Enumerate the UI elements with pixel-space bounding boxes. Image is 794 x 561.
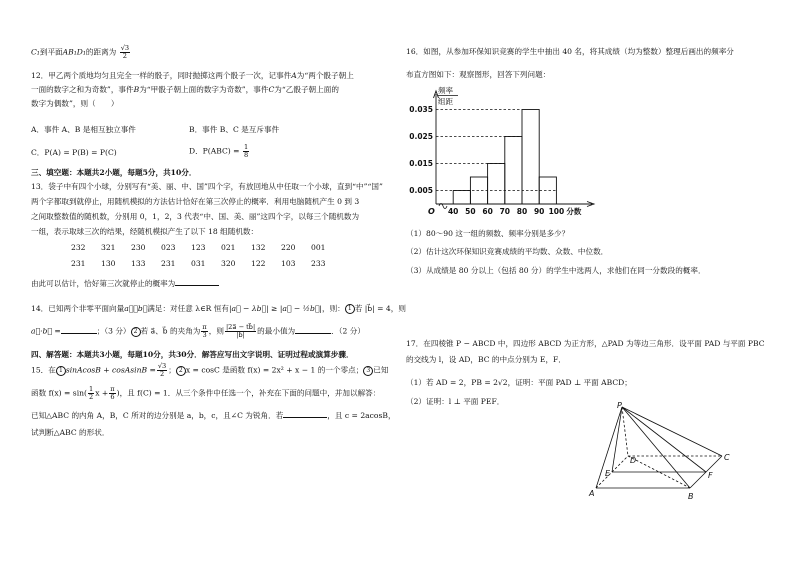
circled-number: 3 bbox=[363, 366, 373, 376]
answer-blank[interactable] bbox=[61, 325, 97, 334]
fraction: $\frac{|2a⃗ - tb⃗|}{|b⃗|}$ bbox=[225, 323, 256, 339]
histogram-bar bbox=[505, 137, 522, 205]
q15-line1: 15．在 1 sinAcosB + cosAsinB = $\frac{√3}{2}$ ； 2 x = cosC 是函数 f(x) = 2x² + x − 1 的一个零点； 3 已知 bbox=[31, 362, 389, 378]
q13-line3: 之间取整数值的随机数，分别用 0，1，2，3 代表“中、国、美、丽”这四个字，以每三个随机数为 bbox=[31, 212, 360, 221]
histogram-bar bbox=[453, 191, 470, 205]
section-4-heading: 四、解答题：本题共3小题，每题10分，共30分．解答应写出文字说明、证明过程或演算步骤． bbox=[31, 350, 354, 359]
q12-line1: 12．甲乙两个质地均匀且完全一样的骰子，同时抛掷这两个骰子一次，记事件A为“两个骰子朝上 bbox=[31, 71, 354, 80]
q12-line2: 一面的数字之和为奇数”，事件B为“甲骰子朝上面的数字为奇数”，事件C为“乙骰子朝上面的 bbox=[31, 85, 339, 94]
q16-line2: 布直方图如下：观察图形，回答下列问题： bbox=[406, 70, 551, 79]
x-tick-label: 90 bbox=[533, 207, 545, 216]
fraction: $\frac{1}{8}$ bbox=[243, 143, 249, 159]
y-tick-label: 0.015 bbox=[409, 159, 433, 168]
q13-line5: 由此可以估计，恰好第三次就停止的概率为 bbox=[31, 277, 219, 289]
q13-line4: 一组，表示取球三次的结果，经随机模拟产生了以下 18 组随机数： bbox=[31, 227, 259, 236]
q12-option-b: B．事件 B、C 是互斥事件 bbox=[189, 125, 280, 134]
edge-pd-hidden bbox=[622, 407, 628, 456]
answer-blank[interactable] bbox=[175, 277, 219, 286]
fraction: $\frac{√3}{2}$ bbox=[157, 362, 167, 378]
edge-pe bbox=[612, 407, 622, 472]
q12-option-d: D．P(ABC) = $\frac{1}{8}$ bbox=[189, 143, 249, 159]
label-c: C bbox=[724, 453, 730, 462]
origin-label: O bbox=[428, 207, 435, 216]
q16-line1: 16．如图，从参加环保知识竞赛的学生中抽出 40 名，将其成绩（均为整数）整理后画出的频率分 bbox=[406, 47, 734, 56]
y-tick-label: 0.035 bbox=[409, 105, 433, 114]
label-a: A bbox=[589, 489, 595, 498]
random-numbers-row-2: 231 130 133 231 031 320 122 103 233 bbox=[71, 259, 326, 268]
y-axis-label-top: 频率 bbox=[438, 86, 453, 95]
section-3-heading: 三、填空题：本题共2小题，每题5分，共10分． bbox=[31, 168, 197, 177]
q16-part1: （1）80～90 这一组的频数、频率分别是多少？ bbox=[406, 229, 570, 238]
label-f: F bbox=[708, 471, 713, 480]
x-tick-label: 40 bbox=[447, 207, 459, 216]
answer-blank[interactable] bbox=[283, 409, 327, 418]
histogram-marks bbox=[409, 86, 594, 216]
random-numbers-row-1: 232 321 230 023 123 021 132 220 001 bbox=[71, 243, 326, 252]
x-tick-label: 80 bbox=[516, 207, 528, 216]
x-axis-label: 分数 bbox=[566, 207, 582, 216]
q12-option-a: A．事件 A、B 是相互独立事件 bbox=[31, 125, 136, 134]
answer-blank[interactable] bbox=[295, 325, 331, 334]
circled-number: 1 bbox=[345, 304, 355, 314]
edge-pc bbox=[622, 407, 722, 456]
x-tick-label: 100 bbox=[548, 207, 565, 216]
q14-line1: 14．已知两个非零平面向量a⃗，b⃗满足：对任意 λ∈R 恒有|a⃗ − λb⃗| ≥ |a⃗ − ½b⃗|，则： 1 若 |b⃗| = 4，则 bbox=[31, 304, 406, 313]
q12-line3: 数字为偶数”，则（ ） bbox=[31, 99, 119, 108]
fraction: $\frac{1}{2}$ bbox=[89, 385, 94, 401]
histogram-bar bbox=[488, 164, 505, 205]
circled-number: 1 bbox=[56, 366, 66, 376]
q17-part2: （2）证明：l ⊥ 平面 PEF． bbox=[406, 397, 505, 406]
pyramid-diagram bbox=[586, 400, 746, 504]
q17-line2: 的交线为 l，设 AD，BC 的中点分别为 E，F． bbox=[406, 355, 566, 364]
circled-number: 2 bbox=[176, 366, 186, 376]
fraction: $\frac{√3}{2}$ bbox=[120, 44, 130, 60]
histogram-bar bbox=[522, 110, 539, 205]
y-axis-label-bottom: 组距 bbox=[438, 97, 453, 106]
q17-part1: （1）若 AD = 2，PB = 2√2，证明：平面 PAD ⊥ 平面 ABCD； bbox=[406, 378, 632, 387]
q13-line1: 13．袋子中有四个小球，分别写有“美、丽、中、国”四个字，有放回地从中任取一个小球，直到“中”“国” bbox=[31, 182, 383, 191]
q15-line3: 已知△ABC 的内角 A，B，C 所对的边分别是 a，b，c，且∠C 为锐角．若 ，且 c = 2acosB， bbox=[31, 411, 396, 420]
x-tick-label: 50 bbox=[465, 207, 476, 216]
fraction: $\frac{\pi}{3}$ bbox=[202, 323, 207, 339]
circled-number: 2 bbox=[131, 327, 141, 337]
q15-line2: 函数 f(x) = sin( $\frac{1}{2}$ x + $\frac{\pi}{6}$ )，且 f(C) = 1．从三个条件中任选一个，补充在下面的问题中，并加以解答： bbox=[31, 385, 381, 401]
q16-part3: （3）从成绩是 80 分以上（包括 80 分）的学生中选两人，求他们在同一分数段的概率． bbox=[406, 266, 706, 275]
x-tick-label: 70 bbox=[499, 207, 511, 216]
x-tick-label: 60 bbox=[482, 207, 493, 216]
q12-option-c: C．P(A) = P(B) = P(C) bbox=[31, 148, 117, 157]
y-tick-label: 0.005 bbox=[409, 186, 433, 195]
q15-line4: 试判断△ABC 的形状． bbox=[31, 428, 110, 437]
label-d: D bbox=[630, 456, 637, 465]
q11-tail: C₁到平面AB₁D₁的距离为 $\frac{√3}{2}$ bbox=[31, 44, 130, 60]
q13-line2: 两个字都取到就停止，用随机模拟的方法估计恰好在第三次停止的概率．利用电脑随机产生 0 到 3 bbox=[31, 197, 360, 206]
label-b: B bbox=[688, 492, 694, 501]
edge-pb bbox=[622, 407, 690, 488]
q17-line1: 17．在四棱锥 P − ABCD 中，四边形 ABCD 为正方形，△PAD 为等边三角形．设平面 PAD 与平面 PBC bbox=[406, 339, 765, 348]
q14-line2: a⃗·b⃗ = ；（3 分） 2 若 a⃗、b⃗ 的夹角为 $\frac{\pi}{3}$ ，则 $\frac{|2a⃗ - tb⃗|}{|b⃗|}$ 的最小值为 ．（2 分） bbox=[31, 323, 365, 339]
frequency-histogram bbox=[402, 86, 602, 222]
q16-part2: （2）估计这次环保知识竞赛成绩的平均数、众数、中位数． bbox=[406, 247, 609, 256]
y-tick-label: 0.025 bbox=[409, 132, 433, 141]
label-e: E bbox=[605, 469, 611, 478]
fraction: $\frac{\pi}{6}$ bbox=[110, 385, 115, 401]
label-p: P bbox=[617, 401, 622, 410]
